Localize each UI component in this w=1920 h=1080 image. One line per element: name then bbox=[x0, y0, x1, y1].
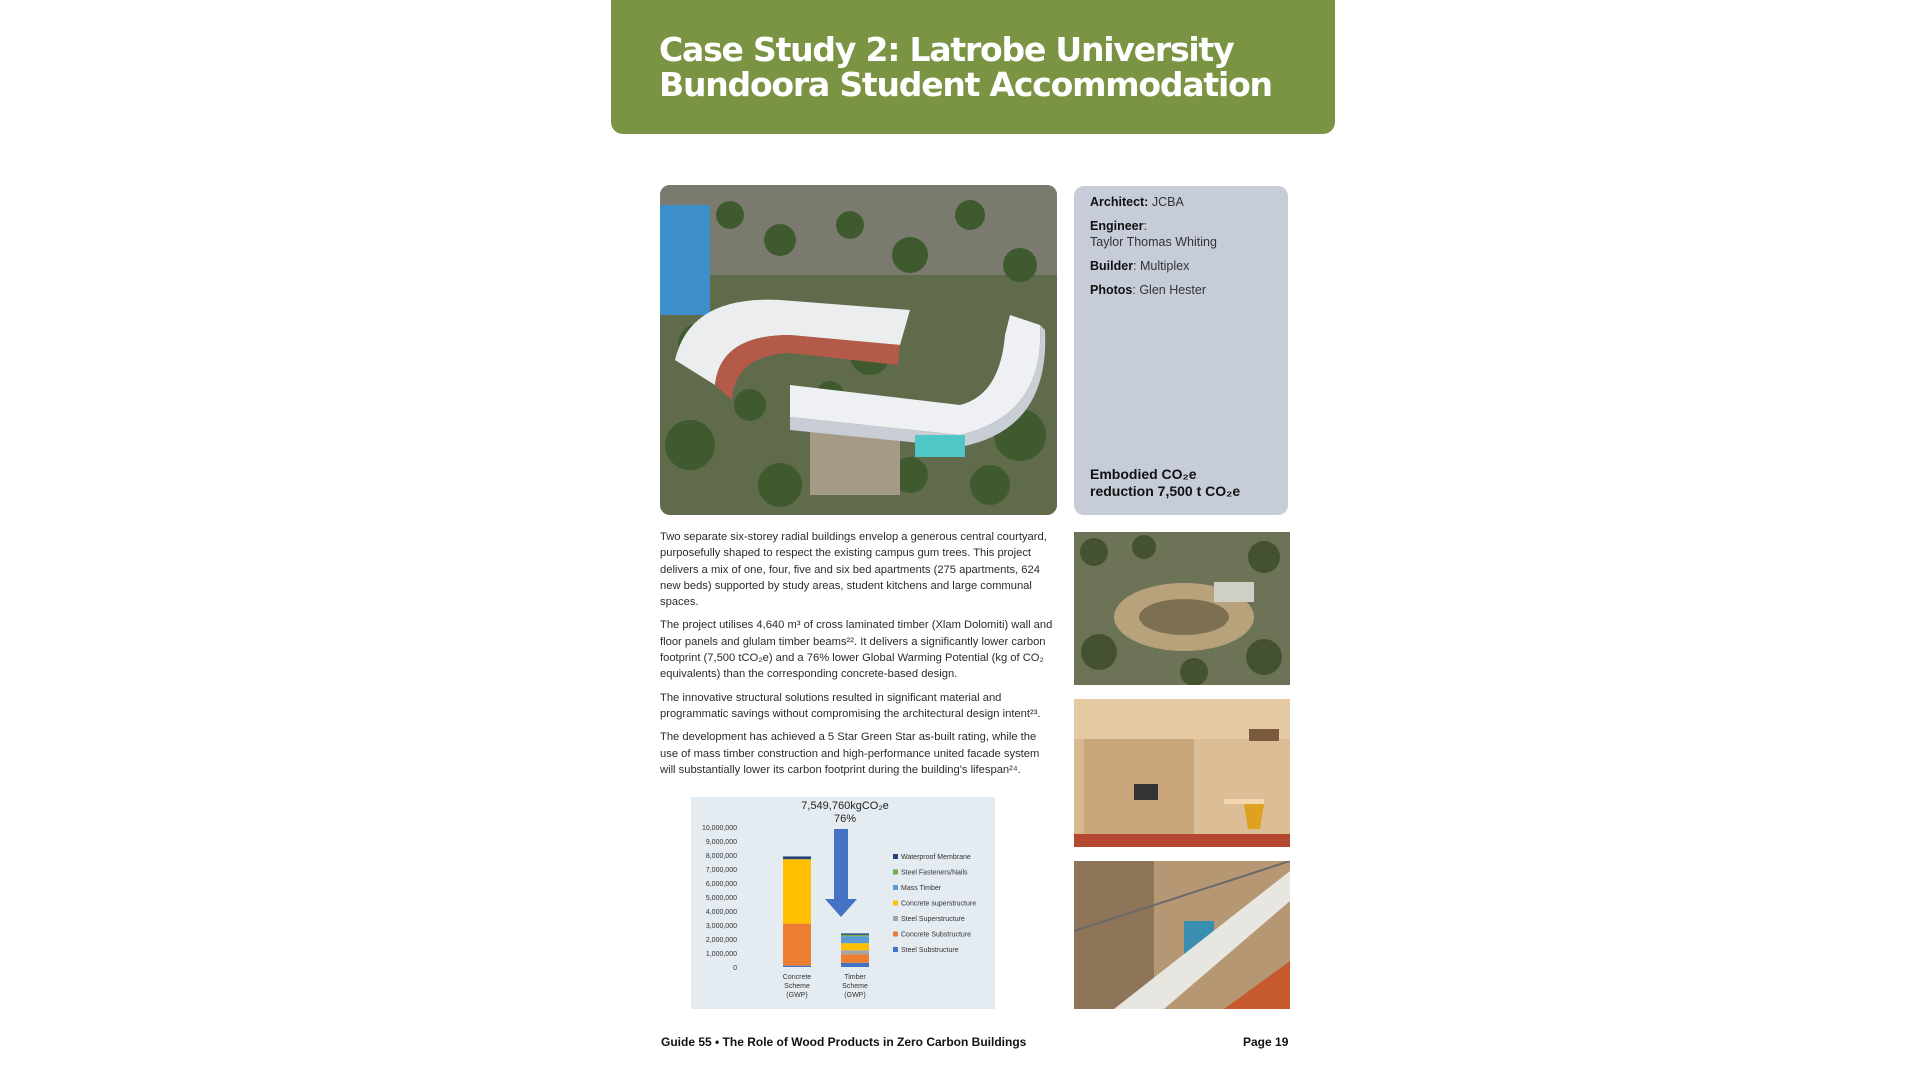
engineer-label: Engineer bbox=[1090, 219, 1144, 233]
y-tick-label: 6,000,000 bbox=[705, 881, 737, 888]
paragraph-2: The project utilises 4,640 m³ of cross laminated timber (Xlam Dolomiti) wall and floor panels and glulam timber beams²². It delivers a significantly lower carbon footprint (7,500 tCO₂e) and a 76% lower Global Warming Potential (kg of CO₂ equivalents) than the corresponding concrete-based design. bbox=[660, 619, 1053, 681]
y-tick-label: 5,000,000 bbox=[705, 895, 737, 902]
engineer-value: Taylor Thomas Whiting bbox=[1090, 235, 1217, 249]
title-banner bbox=[611, 0, 1335, 134]
project-credits-panel bbox=[1074, 186, 1288, 515]
category-label: (GWP) bbox=[844, 992, 866, 999]
engineer-row: Engineer: Taylor Thomas Whiting bbox=[1090, 219, 1217, 249]
builder-row: Builder: Multiplex bbox=[1090, 259, 1190, 273]
title-line-1: Case Study 2: Latrobe University bbox=[659, 30, 1234, 69]
legend-swatch bbox=[893, 885, 898, 890]
architect-value: JCBA bbox=[1151, 195, 1184, 209]
category-label: Timber bbox=[844, 974, 866, 981]
legend-swatch bbox=[893, 870, 898, 875]
legend-swatch bbox=[893, 901, 898, 906]
embodied-line-1: Embodied CO₂e bbox=[1090, 466, 1197, 482]
y-tick-label: 1,000,000 bbox=[705, 951, 737, 958]
legend-entry: Steel Substructure bbox=[901, 947, 959, 954]
interior-stair-photo bbox=[1074, 861, 1290, 1009]
y-tick-label: 4,000,000 bbox=[705, 909, 737, 916]
paragraph-4: The development has achieved a 5 Star Green Star as-built rating, while the use of mass timber construction and high-performance united facade system will substantially lower its carbon footprint during the building's lifespan²⁴. bbox=[660, 731, 1040, 776]
bar-segment bbox=[841, 950, 869, 954]
bar-segment bbox=[783, 924, 811, 966]
y-tick-label: 9,000,000 bbox=[705, 839, 737, 846]
paragraph-1: Two separate six-storey radial buildings envelop a generous central courtyard, purposefully shaped to respect the existing campus gum trees. This project delivers a mix of one, four, five and six bed apartments (275 apartments, 624 new beds) supported by study areas, student kitchens and large communal spaces. bbox=[660, 531, 1047, 609]
chart-annotation-value: 7,549,760kgCO₂e bbox=[801, 800, 889, 812]
chart-annotation-pct: 76% bbox=[833, 813, 857, 825]
category-label: Concrete bbox=[782, 974, 812, 981]
construction-aerial-photo bbox=[1074, 532, 1290, 685]
architect-label: Architect: bbox=[1090, 195, 1149, 209]
y-tick-label: 10,000,000 bbox=[701, 825, 737, 832]
legend-swatch bbox=[893, 947, 898, 952]
category-label: Scheme bbox=[784, 983, 810, 990]
embodied-line-2: reduction 7,500 t CO₂e bbox=[1090, 483, 1241, 499]
builder-value: Multiplex bbox=[1140, 259, 1190, 273]
legend-entry: Waterproof Membrane bbox=[901, 854, 971, 861]
legend-swatch bbox=[893, 916, 898, 921]
body-text bbox=[660, 529, 1055, 785]
chart-svg bbox=[691, 797, 995, 1009]
y-tick-label: 2,000,000 bbox=[705, 937, 737, 944]
category-label: (GWP) bbox=[786, 992, 808, 999]
photos-label: Photos bbox=[1090, 283, 1133, 297]
architect-row bbox=[1090, 194, 1280, 210]
aerial-photo bbox=[660, 185, 1057, 515]
legend-entry: Concrete superstructure bbox=[901, 900, 977, 908]
title-line-2: Bundoora Student Accommodation bbox=[659, 65, 1272, 104]
bar-segment bbox=[783, 966, 811, 967]
photos-value: Glen Hester bbox=[1139, 283, 1207, 297]
bar-segment bbox=[841, 943, 869, 950]
y-tick-label: 3,000,000 bbox=[705, 923, 737, 930]
legend-swatch bbox=[893, 854, 898, 859]
legend-entry: Steel Superstructure bbox=[901, 916, 965, 923]
legend-entry: Concrete Substructure bbox=[901, 931, 972, 939]
builder-label: Builder bbox=[1090, 259, 1134, 273]
bar-segment bbox=[841, 933, 869, 934]
gwp-comparison-chart bbox=[691, 797, 995, 1009]
legend-entry: Steel Fasteners/Nails bbox=[901, 869, 968, 877]
bar-segment bbox=[841, 963, 869, 967]
interior-kitchen-photo bbox=[1074, 699, 1290, 847]
footer-page-number: Page 19 bbox=[1243, 1035, 1289, 1049]
bar-segment bbox=[841, 936, 869, 943]
embodied-co2-callout bbox=[1090, 466, 1240, 500]
reduction-arrow-icon bbox=[825, 829, 857, 917]
page-title bbox=[659, 32, 1272, 102]
legend-entry: Mass Timber bbox=[901, 885, 942, 892]
footer-guide-title: Guide 55 • The Role of Wood Products in Zero Carbon Buildings bbox=[661, 1035, 1027, 1049]
y-tick-label: 7,000,000 bbox=[705, 867, 737, 874]
category-label: Scheme bbox=[842, 983, 868, 990]
bar-segment bbox=[783, 856, 811, 859]
y-tick-label: 0 bbox=[733, 965, 737, 972]
paragraph-3: The innovative structural solutions resulted in significant material and programmatic savings without compromising the architectural design intent²³. bbox=[660, 691, 1041, 720]
legend-swatch bbox=[893, 932, 898, 937]
photos-row: Photos: Glen Hester bbox=[1090, 283, 1207, 297]
bar-segment bbox=[841, 954, 869, 962]
bar-segment bbox=[783, 859, 811, 923]
bar-segment bbox=[841, 935, 869, 936]
y-tick-label: 8,000,000 bbox=[705, 853, 737, 860]
